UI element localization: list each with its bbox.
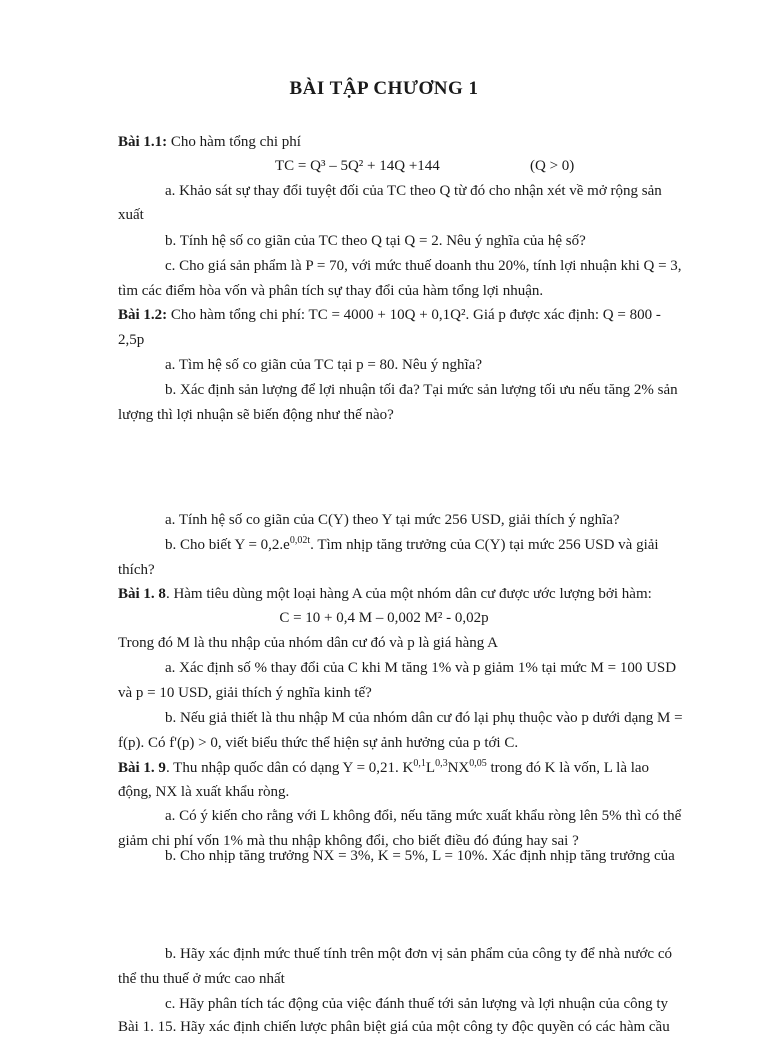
- exercise-1-2-a: a. Tìm hệ số co giãn của TC tại p = 80. Nêu ý nghĩa?: [165, 357, 482, 373]
- exercise-label: Bài 1.2:: [118, 307, 168, 323]
- exercise-1-9-intro-line2: động, NX là xuất khẩu ròng.: [118, 784, 290, 800]
- exercise-1-1-b: b. Tính hệ số co giãn của TC theo Q tại Q = 2. Nêu ý nghĩa của hệ số?: [165, 233, 586, 249]
- exercise-1-1-intro: Bài 1.1: Cho hàm tổng chi phí: [118, 134, 301, 150]
- exercise-1-1-a-line2: xuất: [118, 207, 144, 223]
- exercise-1-8-a-line2: và p = 10 USD, giải thích ý nghĩa kinh tế?: [118, 685, 372, 701]
- exercise-1-1-condition: (Q > 0): [530, 158, 575, 174]
- page-break-fragment: [110, 429, 670, 437]
- exercise-1-1-formula: TC = Q³ – 5Q² + 14Q +144: [275, 158, 440, 174]
- exercise-1-8-where: Trong đó M là thu nhập của nhóm dân cư đó và p là giá hàng A: [118, 635, 499, 651]
- exercise-label: Bài 1. 9: [118, 760, 166, 776]
- exercise-1-8-formula: C = 10 + 0,4 M – 0,002 M² - 0,02p: [279, 610, 489, 626]
- exercise-1-9-a-line1: a. Có ý kiến cho rằng với L không đổi, nếu tăng mức xuất khẩu ròng lên 5% thì có thể: [165, 808, 682, 824]
- exercise-1-7-b-line2: thích?: [118, 562, 155, 578]
- exercise-1-8-a-line1: a. Xác định số % thay đổi của C khi M tăng 1% và p giảm 1% tại mức M = 100 USD: [165, 660, 677, 676]
- exercise-1-7-b-line1: b. Cho biết $Y = 0,2.e^{0,02t}$. Tìm nhịp tăng trưởng của C(Y) tại mức 256 USD và giải: [165, 535, 659, 553]
- exercise-1-15-cut: Bài 1. 15. Hãy xác định chiến lược phân biệt giá của một công ty độc quyền có các hàm cầu: [118, 1019, 670, 1035]
- exercise-1-8-b-line1: b. Nếu giả thiết là thu nhập M của nhóm dân cư đó lại phụ thuộc vào p dưới dạng M =: [165, 710, 683, 726]
- exercise-1-1-c-line2: tìm các điểm hòa vốn và phân tích sự thay đổi của hàm tổng lợi nhuận.: [118, 283, 544, 299]
- exercise-1-8-b-line2: f(p). Có f'(p) > 0, viết biểu thức thể hiện sự ảnh hưởng của p tới C.: [118, 735, 519, 751]
- exercise-1-14-b-line1: b. Hãy xác định mức thuế tính trên một đơn vị sản phẩm của công ty để nhà nước có: [165, 946, 672, 962]
- exercise-1-2-b-line1: b. Xác định sản lượng để lợi nhuận tối đa? Tại mức sản lượng tối ưu nếu tăng 2% sản: [165, 382, 678, 398]
- exercise-1-7-a: a. Tính hệ số co giãn của C(Y) theo Y tại mức 256 USD, giải thích ý nghĩa?: [165, 512, 620, 528]
- exercise-1-9-a-line2: giảm chi phí vốn 1% mà thu nhập không đổi, cho biết điều đó đúng hay sai ?: [118, 833, 579, 849]
- exercise-1-8-intro: Bài 1. 8. Hàm tiêu dùng một loại hàng A của một nhóm dân cư được ước lượng bởi hàm:: [118, 586, 652, 602]
- exercise-1-2-intro-line2: 2,5p: [118, 332, 145, 348]
- exercise-1-2-b-line2: lượng thì lợi nhuận sẽ biến động như thế nào?: [118, 407, 394, 423]
- exercise-1-14-b-line2: thể thu thuế ở mức cao nhất: [118, 971, 285, 987]
- exercise-1-2-intro-line1: Bài 1.2: Cho hàm tổng chi phí: TC = 4000 + 10Q + 0,1Q². Giá p được xác định: Q = 800 -: [118, 307, 661, 323]
- chapter-title: BÀI TẬP CHƯƠNG 1: [289, 78, 479, 99]
- exercise-label: Bài 1.1:: [118, 134, 168, 150]
- exercise-label: Bài 1. 8: [118, 586, 166, 602]
- exercise-1-1-a-line1: a. Khảo sát sự thay đổi tuyệt đối của TC theo Q từ đó cho nhận xét về mở rộng sản: [165, 183, 662, 199]
- exercise-1-9-b-cut: b. Cho nhịp tăng trưởng NX = 3%, K = 5%, L = 10%. Xác định nhịp tăng trưởng của: [165, 848, 675, 864]
- exercise-1-1-c-line1: c. Cho giá sản phẩm là P = 70, với mức thuế doanh thu 20%, tính lợi nhuận khi Q = 3,: [165, 258, 682, 274]
- exercise-1-14-c: c. Hãy phân tích tác động của việc đánh thuế tới sản lượng và lợi nhuận của công ty: [165, 996, 669, 1012]
- exercise-1-9-intro-line1: Bài 1. 9. Thu nhập quốc dân có dạng Y = 0,21. $K^{0,1}L^{0,3}NX^{0,05}$ trong đó K là vốn, L là lao: [118, 758, 650, 776]
